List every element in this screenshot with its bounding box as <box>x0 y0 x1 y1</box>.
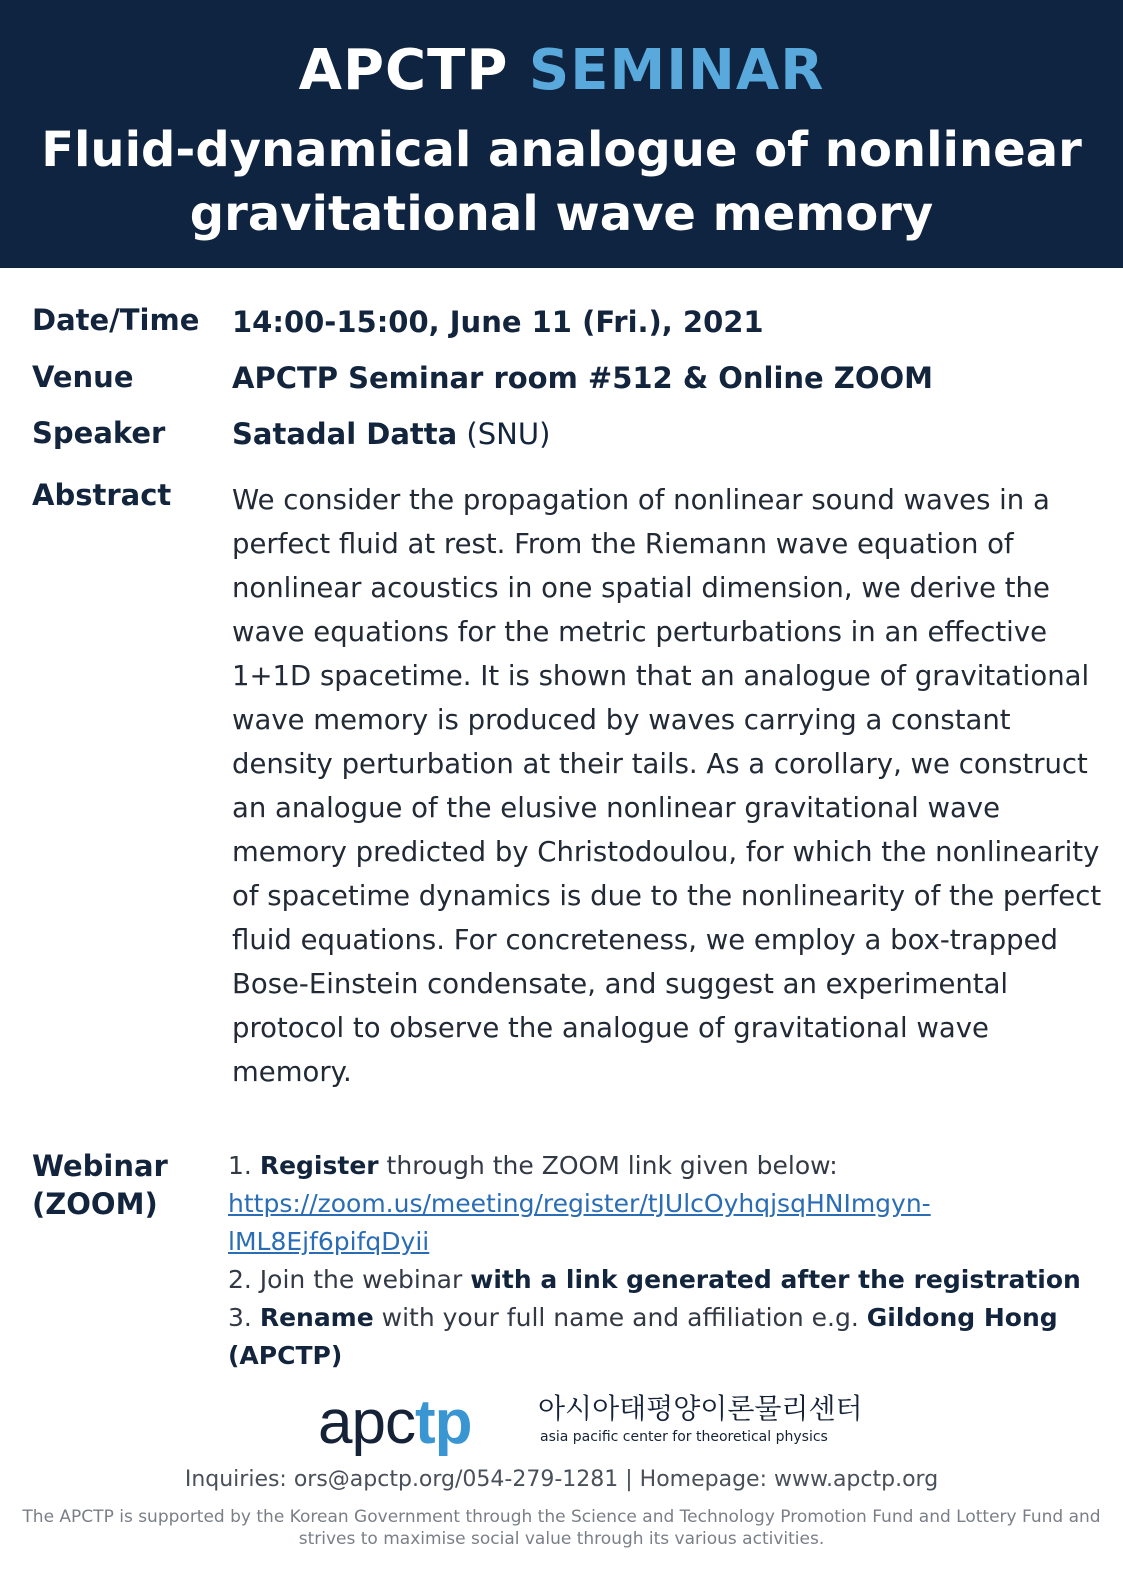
zoom-link-line2[interactable]: lML8Ejf6pifqDyii <box>228 1227 430 1256</box>
step-3-rest: with your full name and affiliation e.g. <box>373 1303 867 1332</box>
step-1-rest: through the ZOOM link given below: <box>378 1151 838 1180</box>
logo-wordmark <box>318 1390 472 1456</box>
talk-title: Fluid-dynamical analogue of nonlinear gravitational wave memory <box>41 122 1082 242</box>
webinar-label-line2: (ZOOM) <box>32 1187 158 1221</box>
apctp-logo <box>318 1388 863 1464</box>
step-3 <box>228 1299 1108 1337</box>
zoom-register-link-continued[interactable] <box>228 1223 1108 1261</box>
datetime-value: 14:00-15:00, June 11 (Fri.), 2021 <box>232 305 764 339</box>
abstract-label: Abstract <box>32 478 172 512</box>
step-3-continued <box>228 1337 1108 1375</box>
venue-value: APCTP Seminar room #512 & Online ZOOM <box>232 361 933 395</box>
abstract-text: We consider the propagation of nonlinear sound waves in a perfect fluid at rest. From the Riemann wave equation of nonlinear acoustics in one spatial dimension, we derive the wave equations for the metric perturbations in an effective 1+1D spacetime. It is shown that an analogue of gravitational wave memory is produced by waves carrying a constant density perturbation at their tails. As a corollary, we construct an analogue of the elusive nonlinear gravitational wave memory predicted by Christodoulou, for which the nonlinearity of spacetime dynamics is due to the nonlinearity of the perfect fluid equations. For concreteness, we employ a box-trapped Bose-Einstein condensate, and suggest an experimental protocol to observe the analogue of gravitational wave memory. <box>232 484 1102 1088</box>
header-banner <box>0 0 1123 268</box>
zoom-register-link[interactable] <box>228 1185 1108 1223</box>
speaker-affiliation: (SNU) <box>466 417 551 451</box>
step-2-text: 2. Join the webinar <box>228 1265 471 1294</box>
logo-wordmark-tp: tp <box>414 1388 472 1457</box>
speaker-label: Speaker <box>32 416 166 450</box>
step-2-bold: with a link generated after the registration <box>470 1265 1081 1294</box>
step-2 <box>228 1261 1108 1299</box>
webinar-steps <box>228 1147 1108 1375</box>
logo-wordmark-apc: apc <box>318 1388 415 1457</box>
webinar-label <box>32 1147 168 1223</box>
step-1-bold: Register <box>259 1151 379 1180</box>
speaker-name: Satadal Datta <box>232 417 458 451</box>
speaker-value <box>232 415 550 453</box>
step-1-number: 1. <box>228 1151 252 1180</box>
step-3-example-affiliation: (APCTP) <box>228 1341 343 1370</box>
inquiries-line: Inquiries: ors@apctp.org/054-279-1281 | Homepage: www.apctp.org <box>184 1467 939 1492</box>
series-name: APCTP <box>298 38 509 103</box>
series-type: SEMINAR <box>528 38 825 103</box>
step-1 <box>228 1147 1108 1185</box>
funding-note: The APCTP is supported by the Korean Government through the Science and Technology Promotion Fund and Lottery Fund and strives to maximise social value through its various activities. <box>22 1507 1101 1549</box>
step-3-bold: Rename <box>259 1303 374 1332</box>
logo-korean-name: 아시아태평양이론물리센터 <box>538 1392 863 1425</box>
venue-label: Venue <box>32 360 134 394</box>
step-3-number: 3. <box>228 1303 260 1332</box>
webinar-label-line1: Webinar <box>32 1149 168 1183</box>
zoom-link-line1[interactable]: https://zoom.us/meeting/register/tJUlcOyhqjsqHNImgyn- <box>228 1189 931 1218</box>
seminar-series-title <box>0 36 1123 106</box>
step-3-example: Gildong Hong <box>866 1303 1058 1332</box>
logo-english-name: asia pacific center for theoretical physics <box>540 1429 828 1445</box>
datetime-label: Date/Time <box>32 303 200 337</box>
